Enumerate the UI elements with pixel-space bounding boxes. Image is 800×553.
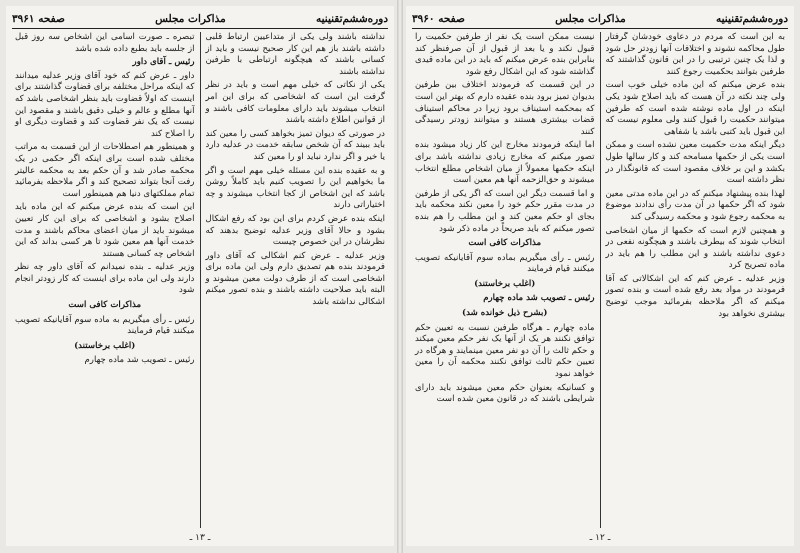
paragraph: رئیس ـ تصویب شد ماده چهارم: [84, 355, 195, 366]
left-page: [6, 6, 394, 546]
paragraph: وزیر عدلیه ـ بنده نمیدانم که آقای داور چه نظر دارند ولی این ماده برای اینست که کار زودتر انجام شود: [15, 262, 195, 296]
note-line: (اغلب برخاستند): [474, 278, 536, 289]
paragraph: وزیر عدلیه ـ عرض کنم اشکالی که آقای داور فرمودند بنده هم تصدیق دارم ولی این ماده برای اشخاصی است که از طرف دولت معین میشوند و البته باید صلاحیت داشته باشند و بنده تصور میکنم اشکالی نداشته باشد: [205, 250, 385, 308]
paragraph: اما اینکه فرمودند مخارج این کار زیاد میشود بنده تصور میکنم که مخارج زیادی نداشته باشد برای اینکه حکمها معمولاً از میان اشخاص مطلع انتخاب میشوند و حق‌الزحمه آنها هم معین است: [415, 140, 595, 186]
paragraph: وزیر عدلیه ـ عرض کنم که این اشکالاتی که آقا فرمودند در مواد بعد رفع شده است و بنده تصور میکنم که اگر ملاحظه بفرمائید موجب توضیح بیشتری نخواهد بود: [605, 273, 785, 319]
paragraph: در صورتی که دیوان تمیز بخواهد کسی را معین کند باید ببیند که آن شخص سابقه خدمت در عدلیه دارد یا خیر و اگر ندارد نباید او را معین کند: [205, 128, 385, 162]
left-page-header: [12, 10, 388, 29]
section-heading: مذاکرات کافی است: [468, 238, 542, 249]
right-header-session: دوره‌ششم‌تقنینیه: [715, 13, 788, 25]
paragraph: این است که بنده عرض میکنم که این ماده باید اصلاح بشود و اشخاصی که برای این کار تعیین میشوند باید از میان اعضای محاکم باشند و مدت خدمت آنها هم معین شود تا هر کسی بداند که این اشخاص چه کسانی هستند: [15, 202, 195, 259]
right-page: [406, 6, 794, 546]
paragraph: و همچنین لازم است که حکمها از میان اشخاصی انتخاب شوند که بیطرف باشند و هیچگونه نفعی در دعوی نداشته باشند و این مطلب را هم باید در ماده تصریح کرد: [605, 225, 785, 271]
left-page-columns: [12, 32, 388, 528]
right-page-header: [412, 10, 788, 29]
paragraph: به این است که مردم در دعاوی خودشان گرفتار طول محاکمه نشوند و اختلافات آنها زودتر حل شود و لذا یک چنین ترتیبی را در این قانون گذاشتند که طرفین بتوانند بحکمیت رجوع کنند: [605, 32, 785, 77]
paragraph: تبصره ـ صورت اسامی این اشخاص سه روز قبل از جلسه باید بطبع داده شده باشد: [15, 32, 195, 54]
speaker-line: رئیس ـ آقای داور: [132, 57, 195, 68]
note-line: (اغلب برخاستند): [74, 340, 136, 351]
section-heading: مذاکرات کافی است: [68, 300, 142, 311]
book-gutter: [397, 0, 403, 553]
speaker-line: رئیس ـ تصویب شد ماده چهارم: [483, 293, 595, 304]
paragraph: رئیس ـ رأی میگیریم بماده سوم آقایانیکه تصویب میکنند قیام فرمایند: [415, 252, 595, 275]
paragraph: ماده چهارم ـ هرگاه طرفین نسبت به تعیین حکم توافق نکنند هر یک از آنها یک نفر حکم معین میکند و حکم ثالث را آن دو نفر معین مینمایند و هرگاه در تعیین حکم ثالث توافق نکنند محکمه آن را معین خواهد نمود: [415, 322, 595, 380]
left-page-column-left: [12, 32, 198, 528]
column-divider: [200, 32, 201, 528]
left-header-session: دوره‌ششم‌تقنینیه: [315, 13, 388, 25]
paragraph: نیست ممکن است یک نفر از طرفین حکمیت را قبول نکند و یا بعد از قبول از آن صرفنظر کند بنابراین بنده عرض میکنم که باید در این ماده قیدی گذاشته شود که این اشکال رفع شود: [415, 32, 595, 77]
paragraph: اینکه بنده عرض کردم برای این بود که رفع اشکال بشود و حالا آقای وزیر عدلیه توضیح بدهند که نظرشان در این خصوص چیست: [205, 213, 385, 248]
left-page-footer: ـ ۱۳ ـ: [189, 533, 211, 543]
right-page-column-right: [603, 32, 789, 528]
right-page-columns: [412, 32, 788, 528]
paragraph: رئیس ـ رأی میگیریم به ماده سوم آقایانیکه تصویب میکنند قیام فرمایند: [15, 314, 195, 337]
right-header-page-number: صفحه ۳۹۶۰: [412, 13, 465, 25]
left-header-title: مذاکرات مجلس: [155, 13, 226, 25]
paragraph: بنده عرض میکنم که این ماده خیلی خوب است ولی چند نکته در آن هست که باید اصلاح شود یکی اینکه در اول ماده نوشته شده است که طرفین میتوانند حکمیت را قبول کنند ولی معلوم نیست که این قبول باید کتبی باشد یا شفاهی: [605, 80, 785, 137]
right-page-footer: ـ ۱۲ ـ: [589, 533, 611, 543]
paragraph: یکی از نکاتی که خیلی مهم است و باید در نظر گرفت این است که اشخاصی که برای این امر انتخاب میشوند باید دارای معلومات کافی باشند و از قوانین اطلاع داشته باشند: [205, 80, 385, 126]
paragraph: و همینطور هم اصطلاحات از این قسمت به مراتب مختلف شده است برای اینکه اگر حکمی در یک محکمه صادر شد و آن حکم بعد به محکمه عالیتر رفت آنجا بتواند تصحیح کند و اگر ملاحظه بفرمائید تمام مملکتهای دنیا هم همینطور است: [15, 142, 195, 199]
column-divider: [600, 32, 601, 528]
note-line: (بشرح ذیل خوانده شد): [462, 308, 548, 319]
paragraph: و به عقیده بنده این مسئله خیلی مهم است و اگر ما بخواهیم این را تصویب کنیم باید کاملاً روشن باشد که این اشخاص از کجا انتخاب میشوند و چه اختیاراتی دارند: [205, 165, 385, 211]
paragraph: لهذا بنده پیشنهاد میکنم که در این ماده مدتی معین شود که اگر حکمها در آن مدت رأی ندادند موضوع به محکمه رجوع شود و محکمه رسیدگی کند: [605, 188, 785, 222]
paragraph: داور ـ عرض کنم که خود آقای وزیر عدلیه میدانند که اینکه مراحل مختلفه برای قضاوت گذاشتند برای اینست که اولاً قضاوت باید بنظر اشخاصی باشد که آنها مطلع و عالم و خیلی دقیق باشند و مقصود این نیست که یک نفر قضاوت کند و قضاوت دیگری او را اصلاح کند: [15, 70, 195, 139]
paragraph: نداشته باشند ولی یکی از متداعیین ارتباط قلبی داشته باشند باز هم این کار صحیح نیست و باید از کسانی باشند که هیچگونه ارتباطی با طرفین نداشته باشند: [205, 32, 385, 77]
paragraph: و اما قسمت دیگر این است که اگر یکی از طرفین در مدت مقرر حکم خود را معین نکند محکمه باید بجای او حکم معین کند و این مطلب را هم بنده تصور میکنم که باید صریحاً در ماده ذکر شود: [415, 188, 595, 234]
right-page-column-left: [412, 32, 598, 528]
left-page-column-right: [203, 32, 389, 528]
left-header-page-number: صفحه ۳۹۶۱: [12, 13, 65, 25]
paragraph: در این قسمت که فرمودند اختلاف بین طرفین بدیوان تمیز برود بنده عقیده دارم که بهتر این است که بمحکمه استیناف برود زیرا در محاکم استیناف قضات بیشتری هستند و میتوانند زودتر رسیدگی کنند: [415, 80, 595, 137]
paragraph: و کسانیکه بعنوان حکم معین میشوند باید دارای شرایطی باشند که در قانون معین شده است: [415, 382, 595, 405]
right-header-title: مذاکرات مجلس: [555, 13, 626, 25]
paragraph: دیگر اینکه مدت حکمیت معین نشده است و ممکن است یکی از حکمها مسامحه کند و کار سالها طول بکشد و این بر خلاف مقصود است که قانونگذار در نظر داشته است: [605, 140, 785, 186]
